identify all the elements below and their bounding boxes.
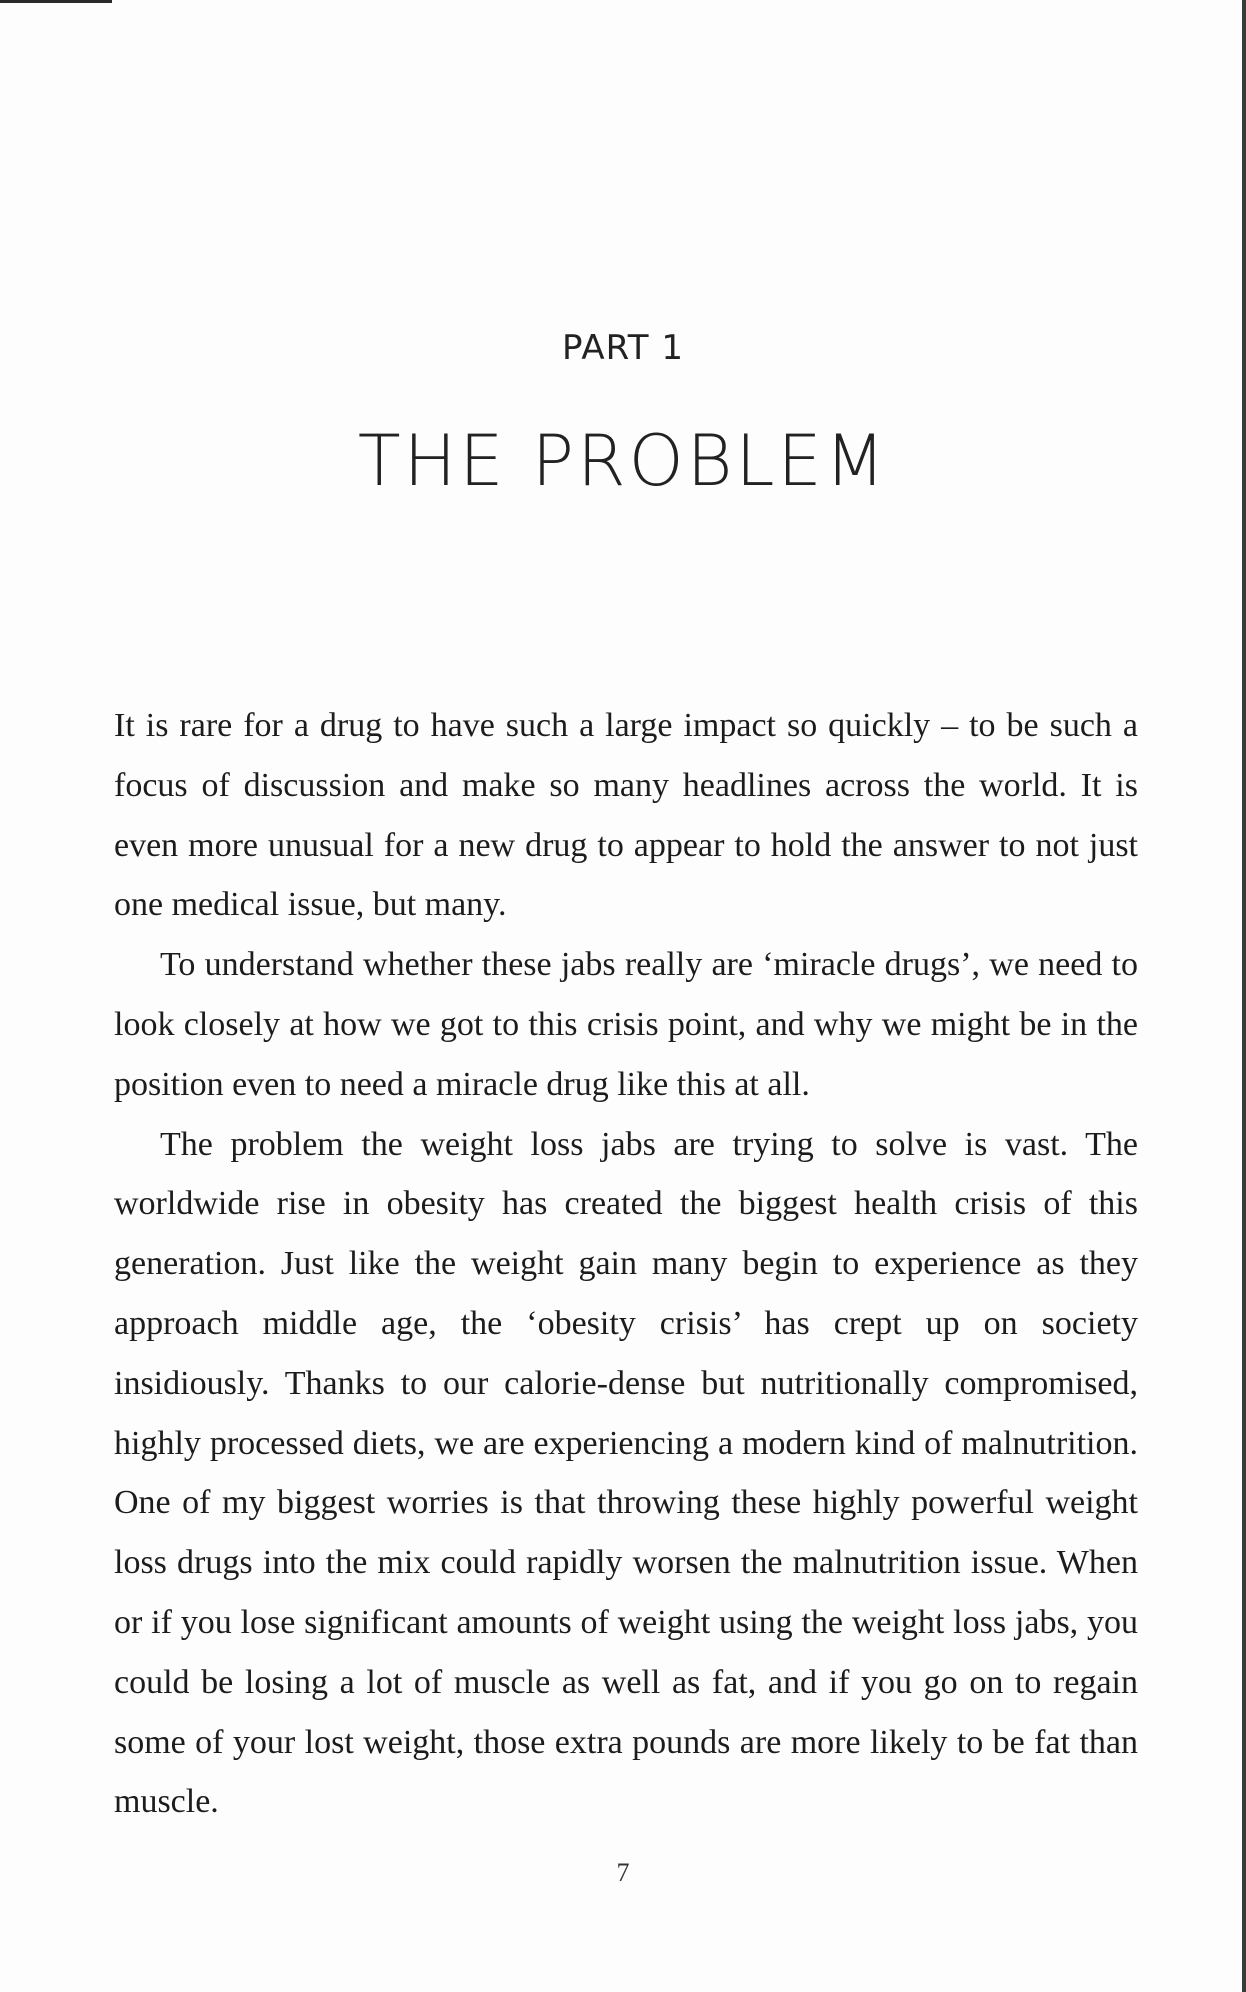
- page-number: 7: [616, 1858, 630, 1887]
- part-title: THE PROBLEM: [357, 420, 889, 502]
- paragraph-1: It is rare for a drug to have such a large impact so quickly – to be such a focus of discussion and make so many headlines across the world. It is even more unusual for a new drug to appear to hold the answer to not just one medical issue, but many.: [114, 707, 1138, 924]
- part-label: PART 1: [562, 328, 684, 368]
- page-edge-right: [1242, 0, 1246, 1992]
- body-text: [114, 696, 1138, 1832]
- page-edge-top: [0, 0, 112, 3]
- paragraph-2: To understand whether these jabs really are ‘miracle drugs’, we need to look closely at how we got to this crisis point, and why we might be in the position even to need a miracle drug like this at all.: [114, 946, 1138, 1103]
- paragraph-3: The problem the weight loss jabs are trying to solve is vast. The worldwide rise in obesity has created the biggest health crisis of this generation. Just like the weight gain many begin to experience as they approach middle age, the ‘obesity crisis’ has crept up on society insidiously. Thanks to our calorie-dense but nutritionally compromised, highly processed diets, we are experiencing a modern kind of malnutrition. One of my biggest worries is that throwing these highly powerful weight loss drugs into the mix could rapidly worsen the malnutrition issue. When or if you lose significant amounts of weight using the weight loss jabs, you could be losing a lot of muscle as well as fat, and if you go on to regain some of your lost weight, those extra pounds are more likely to be fat than muscle.: [114, 1125, 1138, 1821]
